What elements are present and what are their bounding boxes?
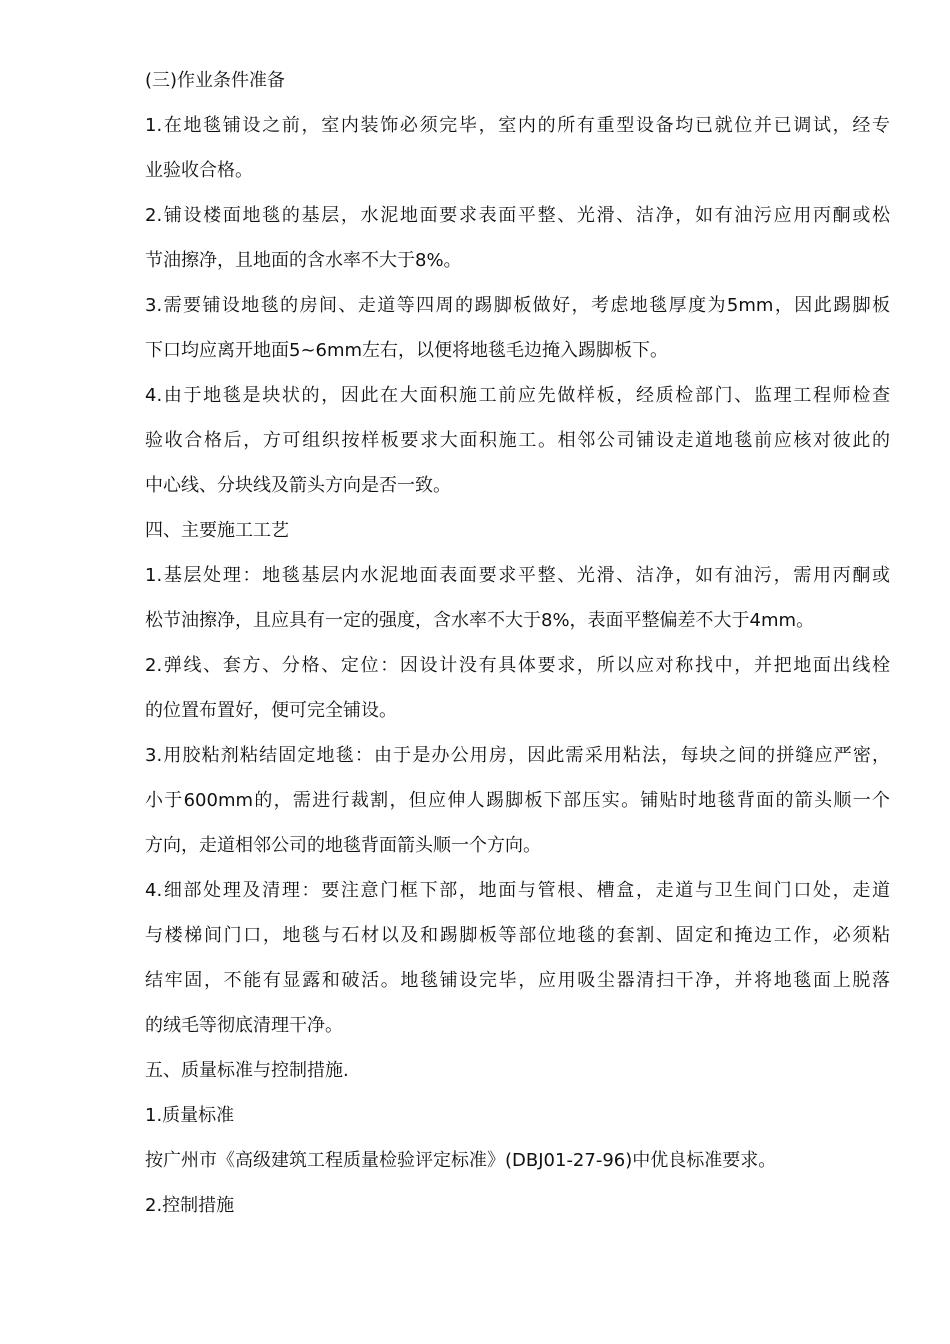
paragraph-line: 结牢固，不能有显露和破活。地毯铺设完毕，应用吸尘器清扫干净，并将地毯面上脱落 [145, 970, 890, 991]
paragraph-line: 2.弹线、套方、分格、定位：因设计没有具体要求，所以应对称找中，并把地面出线栓 [145, 655, 890, 676]
document-body [145, 58, 890, 1228]
paragraph-line: 3.用胶粘剂粘结固定地毯：由于是办公用房，因此需采用粘法，每块之间的拼缝应严密， [145, 745, 890, 766]
paragraph-line: 验收合格后，方可组织按样板要求大面积施工。相邻公司铺设走道地毯前应核对彼此的 [145, 430, 890, 451]
paragraph-line: 3.需要铺设地毯的房间、走道等四周的踢脚板做好，考虑地毯厚度为5mm，因此踢脚板 [145, 295, 890, 316]
paragraph-line: 小于600mm的，需进行裁割，但应伸人踢脚板下部压实。铺贴时地毯背面的箭头顺一个 [145, 790, 890, 811]
paragraph-line: 的绒毛等彻底清理干净。 [145, 1015, 343, 1036]
paragraph-line: 方向，走道相邻公司的地毯背面箭头顺一个方向。 [145, 835, 541, 856]
subheading-quality-standard: 1.质量标准 [145, 1105, 235, 1126]
paragraph-line: 下口均应离开地面5~6mm左右，以便将地毯毛边掩入踢脚板下。 [145, 340, 669, 361]
paragraph-line: 与楼梯间门口，地毯与石材以及和踢脚板等部位地毯的套割、固定和掩边工作，必须粘 [145, 925, 890, 946]
paragraph-line: 的位置布置好，便可完全铺设。 [145, 700, 397, 721]
paragraph-line: 4.由于地毯是块状的，因此在大面积施工前应先做样板，经质检部门、监理工程师检查 [145, 385, 890, 406]
paragraph-line: 按广州市《高级建筑工程质量检验评定标准》(DBJ01-27-96)中优良标准要求。 [145, 1150, 777, 1171]
paragraph-line: 1.基层处理：地毯基层内水泥地面表面要求平整、光滑、洁净，如有油污，需用丙酮或 [145, 565, 890, 586]
paragraph-line: 2.铺设楼面地毯的基层，水泥地面要求表面平整、光滑、洁净，如有油污应用丙酮或松 [145, 205, 890, 226]
paragraph-line: 业验收合格。 [145, 160, 253, 181]
paragraph-line: 松节油擦净，且应具有一定的强度，含水率不大于8%，表面平整偏差不大于4mm。 [145, 610, 815, 631]
paragraph-line: 4.细部处理及清理：要注意门框下部，地面与管根、槽盒，走道与卫生间门口处，走道 [145, 880, 890, 901]
section-heading-work-conditions: (三)作业条件准备 [145, 70, 286, 91]
paragraph-line: 1.在地毯铺设之前，室内装饰必须完毕，室内的所有重型设备均已就位并已调试，经专 [145, 115, 890, 136]
section-heading-main-process: 四、主要施工工艺 [145, 520, 289, 541]
section-heading-quality: 五、质量标准与控制措施. [145, 1060, 349, 1081]
paragraph-line: 节油擦净，且地面的含水率不大于8%。 [145, 250, 462, 271]
subheading-control-measures: 2.控制措施 [145, 1195, 235, 1216]
paragraph-line: 中心线、分块线及箭头方向是否一致。 [145, 475, 451, 496]
